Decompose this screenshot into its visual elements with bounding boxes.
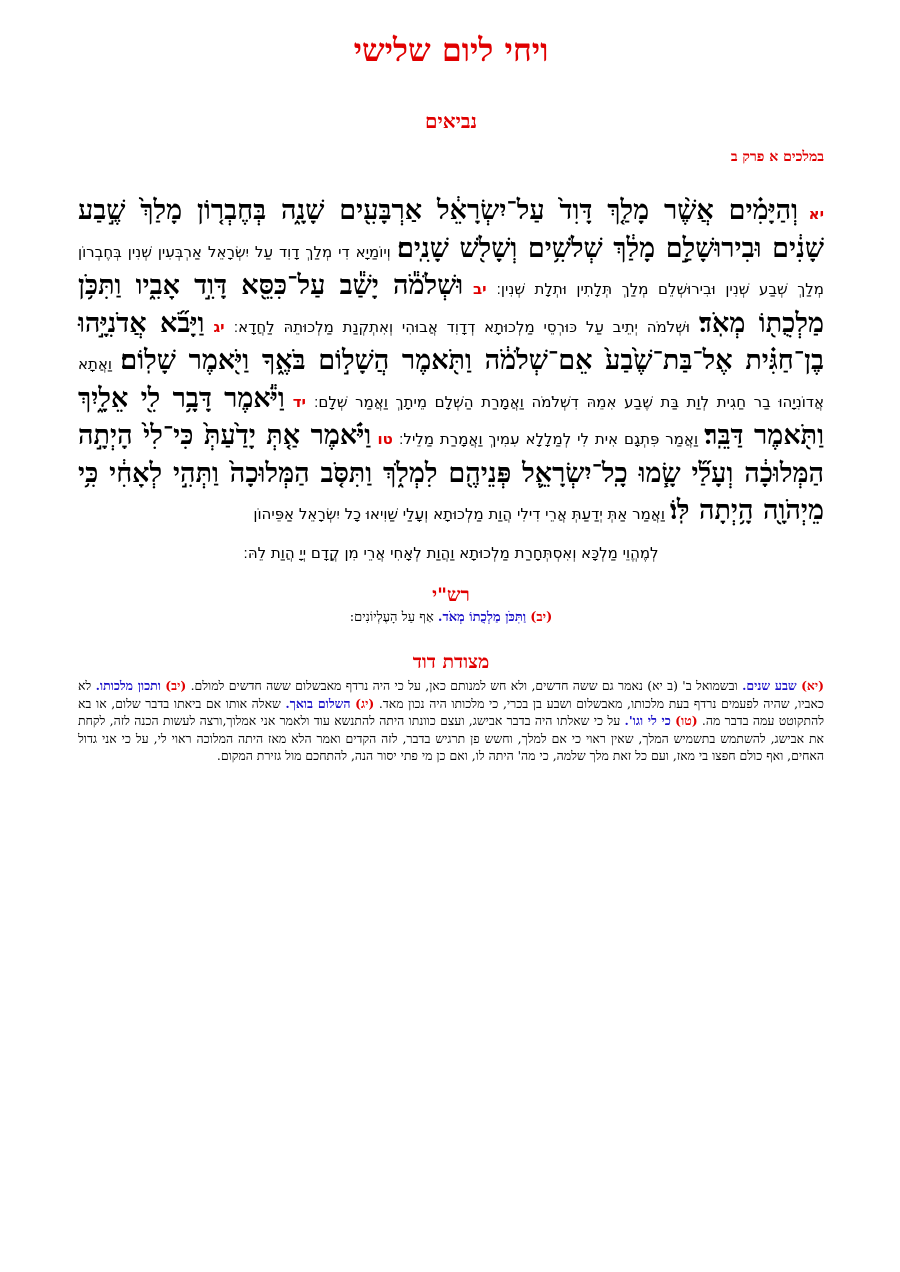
verse-text: וַיֹּ֕אמֶר דָּבָ֥ר לִ֖י אֵלָ֑יִךְ וַתֹּ֖אמֶר דַּבֵּֽר׃ [78,382,825,451]
metzudat-text: ובשמואל ב' (ב יא) נאמר גם ששה חדשים, ולא חש למנותם כאן, על כי היה נרדף מאבשלום ששה חדשים למולם. [190,678,738,693]
metzudat-headword: כי לי וגו'. [624,713,671,728]
verse-text: וּשְׁלֹמֹ֕ה יָשַׁ֕ב עַל־כִּסֵּ֖א דָּוִ֣ד אָבִ֑יו וַתִּכֹּ֥ן מַלְכֻת֖וֹ מְאֹֽד׃ [78,270,824,339]
chapter-reference: במלכים א פרק ב [730,149,824,165]
metzudat-commentary [78,677,824,765]
page-title: ויחי ליום שלישי [353,31,549,69]
targum-text: וַאֲמַר פִּתְגָם אִית לִי לְמַלָלָא עִמִיךְ וַאֲמָרַת מַלֵיל׃ [399,430,699,448]
metzudat-verse-number: (יא) [801,678,824,693]
targum-text: וַאֲתָא אֲדוֹנִיָהוּ בַר חַגִית לְוַת בַּת שֶׁבַע אִמֵהּ דִשְׁלֹמֹה וַאֲמָרַת הַשְׁלָם מֵיתָךְ וַאֲמַר שְׁלָם׃ [78,355,824,411]
rashi-commentary [78,609,824,627]
metzudat-headword: ותכון מלכותו. [95,678,161,693]
targum-text: וּשְׁלֹמֹה יְתֵיב עַל כּוּרְסֵי מַלְכוּתָא דְדָוִד אֲבוּהִי וְאִתְקְנַת מַלְכוּתֵהּ לַחֲדָא׃ [233,317,690,336]
verse-text: וְהַיָּמִ֗ים אֲשֶׁ֨ר מָלַ֤ךְ דָּוִד֙ עַל־יִשְׂרָאֵ֔ל אַרְבָּעִ֖ים שָׁנָ֑ה בְּחֶבְר֤וֹן מָלַךְ֙ שֶׁ֣בַע שָׁנִ֔ים וּבִירוּשָׁלִַ֣ם מָלַ֔ךְ שְׁלֹשִׁ֥ים וְשָׁלֹ֖שׁ שָׁנִֽים׃ [78,195,824,264]
rashi-text: אַף עַל הָעֶלְיוֹנִים: [349,610,434,625]
metzudat-heading: מצודת דוד [412,651,490,673]
metzudat-text: לא כאביו, שהיה לפעמים נרדף בעת מלכותו, מאבשלום ושבע בן בכרי, כי מלכותו היה נכון מאד. [78,678,824,711]
metzudat-text: שאלה אותו אם ביאתו בדבר שלום, או בא להתקוטט עמה בדבר מה. [78,695,824,728]
metzudat-headword: שבע שנים. [742,678,797,693]
verses-body [78,194,824,532]
verse-number: יד [292,392,306,411]
rashi-heading: רש"י [432,584,470,606]
rashi-verse-number: (יב) [530,610,553,625]
verse-text: וַיֹּ֗אמֶר אַ֤תְּ יָדַ֙עַתְּ֙ כִּי־לִי֙ הָיְתָ֣ה הַמְּלוּכָ֔ה וְעָלַ֞י שָׂ֧מוּ כָֽל־יִשְׂרָאֵ֛ל פְּנֵיהֶ֖ם לִמְלֹ֑ךְ וַתִּסֹּ֤ב הַמְּלוּכָה֙ וַתְּהִ֣י לְאָחִ֔י כִּ֥י מֵיְהֹוָ֖ה הָ֥יְתָה לּֽוֹ׃ [78,420,824,526]
metzudat-text: על כי שאלתו היה בדבר אבישג, ועצם כוונתו היתה להתנשא עוד ולאמר אני אמלוך,ורצה לעשות הכנה לזה, לקחת את אבישג, להשתמש בתשמיש המלך, שאין ראוי כי אם למלך, וחשש פן תרגיש בדבר, לזה הקדים ואמר הלא מאז היתה המלוכה ראוי לי, על כי אני גדול האחים, ואף כולם חפצו בי מאז, ועם כל זאת מלך שלמה, כי מה' היתה לו, ואם כן מי פתי יסור הנה, להתחכם מול גזירת המקום. [78,713,824,763]
metzudat-verse-number: (יג) [355,695,375,711]
metzudat-headword: השלום בואך. [285,695,351,711]
metzudat-verse-number: (טו) [675,713,698,728]
section-heading: נביאים [425,109,477,133]
verse-number: יג [213,317,225,336]
targum-text: וְיוֹמַיָא דִי מְלַךְ דָוִד עַל יִשְׂרָאֵל אַרְבְּעִין שְׁנִין בְּחֶבְרוֹן מְלַךְ שְׁבַע שְׁנִין וּבִירוּשְׁלֵם מְלַךְ תְּלָתִין וּתְלָת שְׁנִין׃ [78,242,824,298]
verse-number: טו [377,430,393,448]
verse-number: יא [808,205,824,223]
rashi-headword: וַתִּכֹּן מַלְכֻתוֹ מְאֹד. [437,610,527,625]
targum-text: וַאֲמַר אַתְּ יְדַעַתְּ אֲרֵי דִילִי הֲוַת מַלְכוּתָא וְעָלַי שַׁוִיאוּ כָל יִשְׂרָאֵל אַפֵּיהוֹן [253,505,665,523]
verse-text: וַיָּבֹ֞א אֲדֹנִיָּ֣הוּ בֶן־חַגִּ֗ית אֶל־בַּת־שֶׁ֙בַע֙ אֵם־שְׁלֹמֹ֔ה וַתֹּ֖אמֶר הֲשָׁל֣וֹם בֹּאֶ֑ךָ וַיֹּ֖אמֶר שָׁלֽוֹם׃ [78,307,824,376]
targum-continuation: לְמֶהֱוֵי מַלְכָּא וְאִסְתְּחָרַת מַלְכוּתָא וַהֲוַת לְאָחִי אֲרֵי מִן קֳדָם יְיָ הֲוַת לֵהּ׃ [243,544,659,562]
verse-number: יב [473,280,487,298]
metzudat-verse-number: (יב) [165,678,187,693]
